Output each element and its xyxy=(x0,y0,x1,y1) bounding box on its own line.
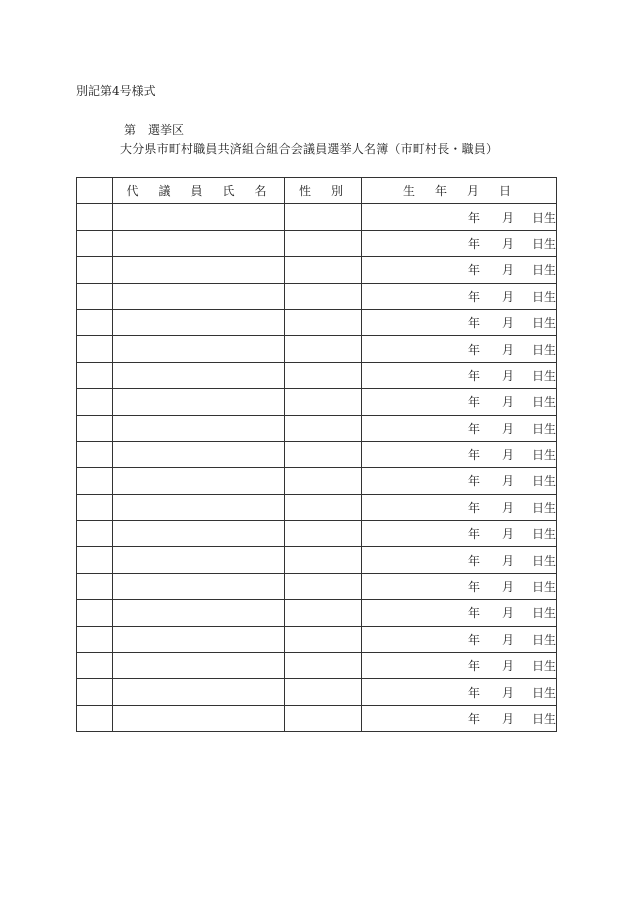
cell-name[interactable] xyxy=(113,626,285,652)
date-year-label: 年 xyxy=(467,606,480,621)
date-day-label: 日生 xyxy=(531,606,556,621)
cell-name[interactable] xyxy=(113,547,285,573)
date-year-label: 年 xyxy=(467,527,480,542)
date-month-label: 月 xyxy=(501,580,514,595)
cell-name[interactable] xyxy=(113,283,285,309)
header-birthdate: 生 年 月 日 xyxy=(362,178,557,204)
roster-table xyxy=(76,177,557,732)
cell-gender[interactable] xyxy=(285,705,362,731)
date-month-label: 月 xyxy=(501,712,514,726)
table-row xyxy=(77,204,557,230)
date-month-label: 月 xyxy=(501,421,514,436)
cell-gender[interactable] xyxy=(285,309,362,335)
cell-index[interactable] xyxy=(77,336,113,362)
cell-index[interactable] xyxy=(77,600,113,626)
date-month-label: 月 xyxy=(501,210,514,225)
cell-index[interactable] xyxy=(77,547,113,573)
date-day-label: 日生 xyxy=(531,342,556,357)
date-year-label: 年 xyxy=(467,685,480,700)
table-row xyxy=(77,653,557,679)
cell-index[interactable] xyxy=(77,521,113,547)
table-row xyxy=(77,573,557,599)
cell-name[interactable] xyxy=(113,600,285,626)
table-row xyxy=(77,626,557,652)
cell-name[interactable] xyxy=(113,257,285,283)
date-year-label: 年 xyxy=(467,289,480,304)
table-row xyxy=(77,309,557,335)
cell-gender[interactable] xyxy=(285,230,362,256)
cell-birthdate[interactable] xyxy=(362,362,557,388)
cell-gender[interactable] xyxy=(285,336,362,362)
cell-birthdate[interactable] xyxy=(362,257,557,283)
date-month-label: 月 xyxy=(501,500,514,515)
document-title: 大分県市町村職員共済組合組合会議員選挙人名簿（市町村長・職員） xyxy=(120,142,499,156)
district-prefix: 第 xyxy=(124,123,137,137)
cell-index[interactable] xyxy=(77,468,113,494)
table-row xyxy=(77,521,557,547)
date-month-label: 月 xyxy=(501,474,514,489)
table-row xyxy=(77,468,557,494)
date-month-label: 月 xyxy=(501,342,514,357)
date-year-label: 年 xyxy=(467,659,480,674)
date-year-label: 年 xyxy=(467,580,480,595)
date-day-label: 日生 xyxy=(531,712,556,726)
date-year-label: 年 xyxy=(467,236,480,251)
cell-name[interactable] xyxy=(113,204,285,230)
header-gender: 性 別 xyxy=(285,178,362,204)
date-year-label: 年 xyxy=(467,448,480,463)
date-day-label: 日生 xyxy=(531,210,556,225)
cell-gender[interactable] xyxy=(285,441,362,467)
cell-name[interactable] xyxy=(113,521,285,547)
date-day-label: 日生 xyxy=(531,448,556,463)
date-month-label: 月 xyxy=(501,263,514,278)
date-day-label: 日生 xyxy=(531,368,556,383)
date-month-label: 月 xyxy=(501,316,514,331)
cell-name[interactable] xyxy=(113,494,285,520)
date-year-label: 年 xyxy=(467,368,480,383)
cell-birthdate[interactable] xyxy=(362,521,557,547)
form-label: 別記第4号様式 xyxy=(76,84,156,98)
date-month-label: 月 xyxy=(501,289,514,304)
table-row xyxy=(77,257,557,283)
cell-gender[interactable] xyxy=(285,283,362,309)
cell-index[interactable] xyxy=(77,415,113,441)
cell-gender[interactable] xyxy=(285,547,362,573)
cell-name[interactable] xyxy=(113,230,285,256)
date-day-label: 日生 xyxy=(531,553,556,568)
cell-birthdate[interactable] xyxy=(362,389,557,415)
date-day-label: 日生 xyxy=(531,263,556,278)
table-row xyxy=(77,679,557,705)
date-month-label: 月 xyxy=(501,553,514,568)
table-row xyxy=(77,362,557,388)
cell-gender[interactable] xyxy=(285,494,362,520)
cell-index[interactable] xyxy=(77,653,113,679)
date-day-label: 日生 xyxy=(531,395,556,410)
date-year-label: 年 xyxy=(467,474,480,489)
table-row xyxy=(77,494,557,520)
table-row xyxy=(77,705,557,731)
cell-birthdate[interactable] xyxy=(362,626,557,652)
date-year-label: 年 xyxy=(467,342,480,357)
cell-index[interactable] xyxy=(77,441,113,467)
cell-birthdate[interactable] xyxy=(362,309,557,335)
date-day-label: 日生 xyxy=(531,289,556,304)
cell-birthdate[interactable] xyxy=(362,653,557,679)
cell-birthdate[interactable] xyxy=(362,573,557,599)
cell-name[interactable] xyxy=(113,441,285,467)
roster-body xyxy=(77,204,557,732)
header-index xyxy=(77,178,113,204)
cell-name[interactable] xyxy=(113,415,285,441)
date-month-label: 月 xyxy=(501,606,514,621)
table-row xyxy=(77,600,557,626)
electoral-district xyxy=(124,121,184,138)
header-name: 代 議 員 氏 名 xyxy=(113,178,285,204)
cell-name[interactable] xyxy=(113,362,285,388)
date-year-label: 年 xyxy=(467,500,480,515)
date-month-label: 月 xyxy=(501,659,514,674)
date-month-label: 月 xyxy=(501,527,514,542)
cell-name[interactable] xyxy=(113,653,285,679)
cell-index[interactable] xyxy=(77,362,113,388)
date-year-label: 年 xyxy=(467,263,480,278)
cell-name[interactable] xyxy=(113,389,285,415)
date-year-label: 年 xyxy=(467,712,480,726)
date-month-label: 月 xyxy=(501,448,514,463)
cell-birthdate[interactable] xyxy=(362,494,557,520)
table-row xyxy=(77,441,557,467)
cell-index[interactable] xyxy=(77,309,113,335)
cell-gender[interactable] xyxy=(285,389,362,415)
date-day-label: 日生 xyxy=(531,659,556,674)
date-day-label: 日生 xyxy=(531,527,556,542)
cell-index[interactable] xyxy=(77,283,113,309)
table-row xyxy=(77,389,557,415)
district-suffix: 選挙区 xyxy=(148,123,185,137)
date-year-label: 年 xyxy=(467,632,480,647)
cell-index[interactable] xyxy=(77,204,113,230)
date-year-label: 年 xyxy=(467,553,480,568)
cell-index[interactable] xyxy=(77,494,113,520)
cell-index[interactable] xyxy=(77,705,113,731)
date-month-label: 月 xyxy=(501,395,514,410)
date-day-label: 日生 xyxy=(531,580,556,595)
cell-birthdate[interactable] xyxy=(362,230,557,256)
date-day-label: 日生 xyxy=(531,632,556,647)
date-month-label: 月 xyxy=(501,368,514,383)
date-year-label: 年 xyxy=(467,316,480,331)
cell-index[interactable] xyxy=(77,230,113,256)
date-month-label: 月 xyxy=(501,236,514,251)
cell-birthdate[interactable] xyxy=(362,468,557,494)
cell-gender[interactable] xyxy=(285,257,362,283)
date-month-label: 月 xyxy=(501,632,514,647)
cell-gender[interactable] xyxy=(285,653,362,679)
table-row xyxy=(77,415,557,441)
cell-birthdate[interactable] xyxy=(362,441,557,467)
cell-name[interactable] xyxy=(113,705,285,731)
cell-index[interactable] xyxy=(77,679,113,705)
cell-birthdate[interactable] xyxy=(362,415,557,441)
cell-gender[interactable] xyxy=(285,204,362,230)
cell-birthdate[interactable] xyxy=(362,336,557,362)
date-day-label: 日生 xyxy=(531,474,556,489)
cell-name[interactable] xyxy=(113,336,285,362)
cell-gender[interactable] xyxy=(285,521,362,547)
cell-birthdate[interactable] xyxy=(362,547,557,573)
date-year-label: 年 xyxy=(467,395,480,410)
cell-birthdate[interactable] xyxy=(362,283,557,309)
cell-gender[interactable] xyxy=(285,679,362,705)
date-year-label: 年 xyxy=(467,210,480,225)
date-day-label: 日生 xyxy=(531,421,556,436)
cell-index[interactable] xyxy=(77,626,113,652)
cell-index[interactable] xyxy=(77,573,113,599)
cell-gender[interactable] xyxy=(285,415,362,441)
table-header-row xyxy=(77,178,557,204)
table-row xyxy=(77,230,557,256)
date-day-label: 日生 xyxy=(531,316,556,331)
date-year-label: 年 xyxy=(467,421,480,436)
date-day-label: 日生 xyxy=(531,500,556,515)
cell-birthdate[interactable] xyxy=(362,705,557,731)
cell-gender[interactable] xyxy=(285,626,362,652)
table-row xyxy=(77,336,557,362)
date-day-label: 日生 xyxy=(531,685,556,700)
cell-birthdate[interactable] xyxy=(362,600,557,626)
date-month-label: 月 xyxy=(501,685,514,700)
cell-gender[interactable] xyxy=(285,573,362,599)
cell-birthdate[interactable] xyxy=(362,204,557,230)
table-row xyxy=(77,283,557,309)
cell-birthdate[interactable] xyxy=(362,679,557,705)
cell-name[interactable] xyxy=(113,573,285,599)
cell-name[interactable] xyxy=(113,679,285,705)
cell-name[interactable] xyxy=(113,468,285,494)
cell-gender[interactable] xyxy=(285,600,362,626)
table-row xyxy=(77,547,557,573)
cell-gender[interactable] xyxy=(285,362,362,388)
cell-index[interactable] xyxy=(77,257,113,283)
cell-gender[interactable] xyxy=(285,468,362,494)
cell-index[interactable] xyxy=(77,389,113,415)
date-day-label: 日生 xyxy=(531,236,556,251)
cell-name[interactable] xyxy=(113,309,285,335)
